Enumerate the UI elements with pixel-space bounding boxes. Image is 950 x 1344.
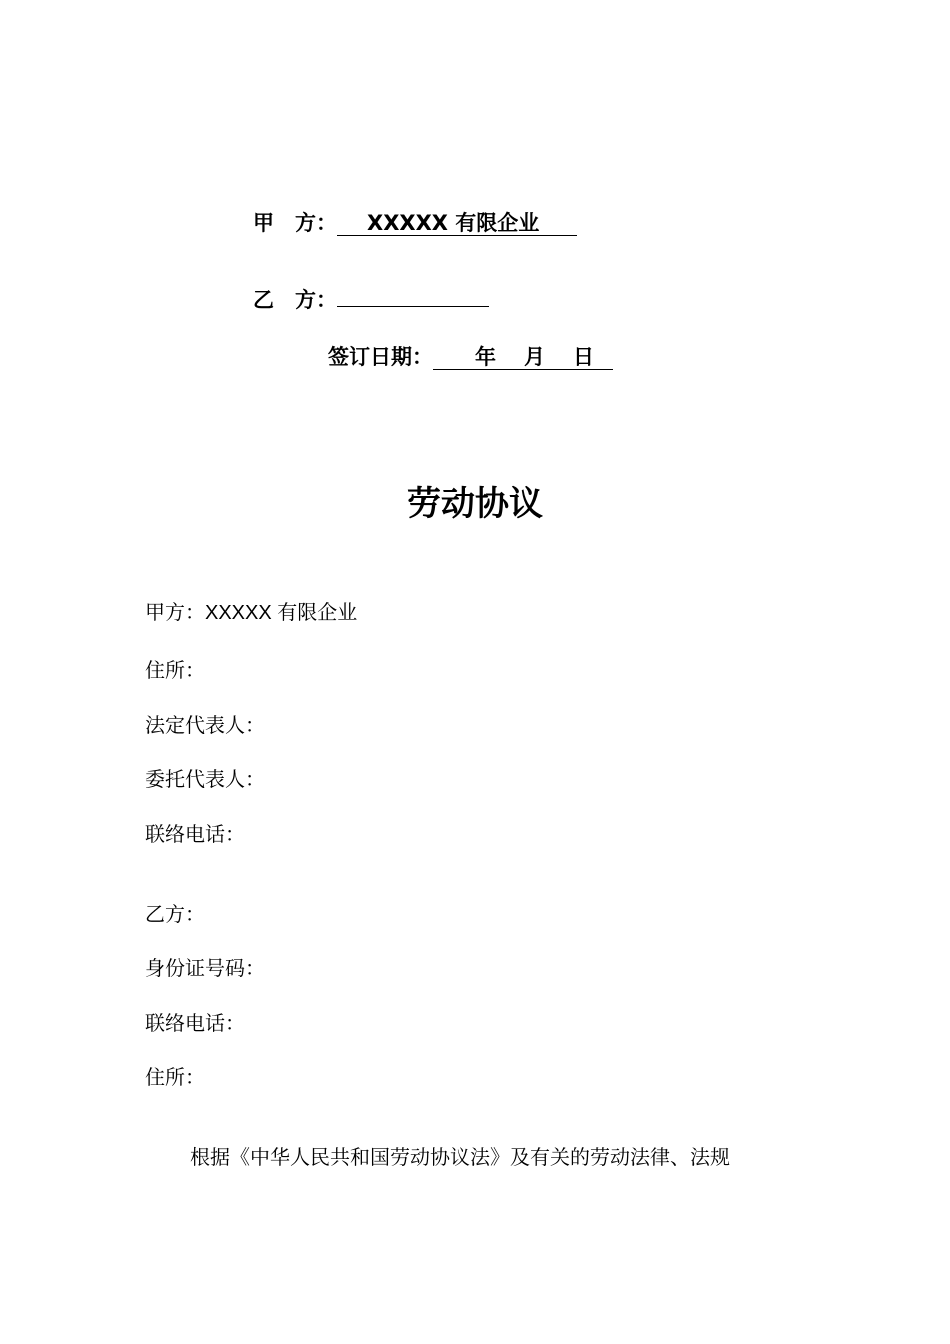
document-title: 劳动协议 <box>407 484 543 524</box>
cover-party-a-value: XXXXX 有限企业 <box>337 211 577 236</box>
cover-month-label: 月 <box>524 345 545 369</box>
party-a-phone-label: 联络电话： <box>145 822 245 846</box>
cover-year-label: 年 <box>475 345 496 369</box>
party-b-phone-label: 联络电话： <box>145 1011 245 1035</box>
cover-party-b-blank <box>337 282 489 307</box>
cover-sign-date-blank <box>433 345 613 370</box>
party-a-agent-label: 委托代表人： <box>145 767 265 791</box>
cover-party-a-label: 甲 方： <box>253 211 337 235</box>
party-b-address-label: 住所： <box>145 1065 205 1089</box>
cover-sign-date-line <box>328 342 613 372</box>
party-a-legal-rep-label: 法定代表人： <box>145 713 265 737</box>
party-a-address-label: 住所： <box>145 658 205 682</box>
cover-party-b-label: 乙 方： <box>253 288 337 312</box>
party-a-name-label: 甲方： <box>145 600 205 624</box>
cover-day-label: 日 <box>573 345 594 369</box>
cover-sign-date-label: 签订日期： <box>328 345 433 369</box>
party-b-name-label: 乙方： <box>145 902 205 926</box>
cover-party-b-line <box>253 282 489 315</box>
party-a-name-value: XXXXX 有限企业 <box>205 602 358 624</box>
body-paragraph-1: 根据《中华人民共和国劳动协议法》及有关的劳动法律、法规 <box>190 1145 730 1169</box>
party-a-name-field <box>145 598 357 627</box>
cover-party-a-line <box>253 208 577 238</box>
party-b-id-label: 身份证号码： <box>145 956 265 980</box>
